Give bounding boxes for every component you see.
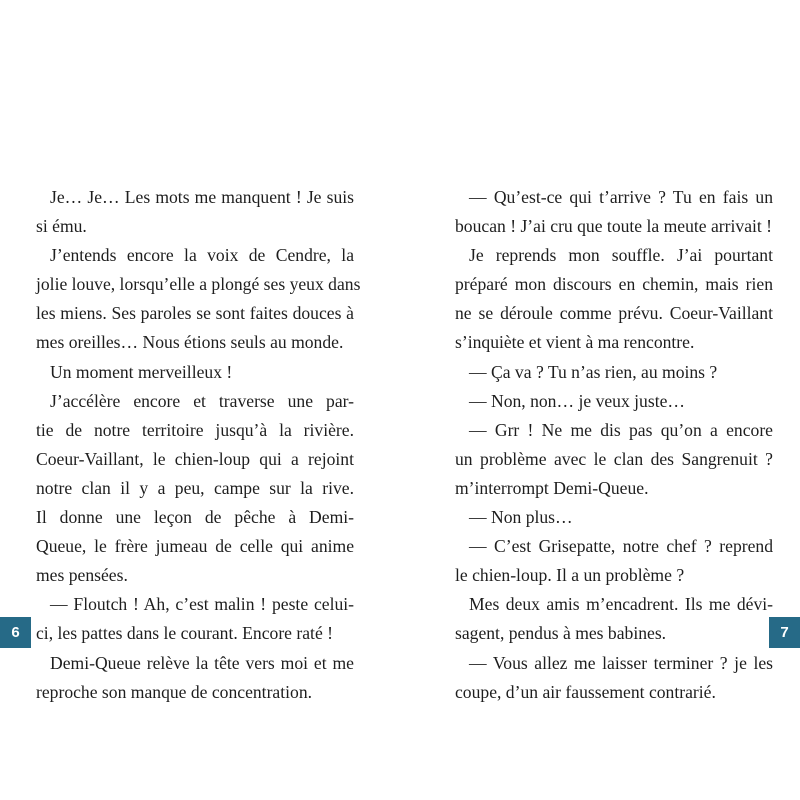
text-line: — C’est Grisepatte, notre chef ? reprend — [469, 536, 773, 557]
text-line: J’accélère encore et traverse une par- — [50, 390, 354, 411]
text-line: Il donne une leçon de pêche à Demi- — [36, 507, 354, 528]
text-line: Queue, le frère jumeau de celle qui anime — [36, 536, 354, 557]
page-number-right: 7 — [769, 617, 800, 648]
text-line: tie de notre territoire jusqu’à la rivière. — [36, 419, 354, 440]
text-line: mes oreilles… Nous étions seuls au monde. — [36, 332, 344, 353]
text-line: ne se déroule comme prévu. Coeur-Vaillant — [455, 303, 773, 324]
text-line: notre clan il y a peu, campe sur la rive. — [36, 477, 354, 498]
text-line: — Vous allez me laisser terminer ? je les — [469, 652, 773, 673]
text-line: coupe, d’un air faussement contrarié. — [455, 681, 716, 702]
right-page-text — [455, 183, 773, 707]
text-line: s’inquiète et vient à ma rencontre. — [455, 332, 695, 353]
text-line: — Non plus… — [469, 507, 573, 528]
text-line: Je reprends mon souffle. J’ai pourtant — [469, 245, 773, 266]
text-line: préparé mon discours en chemin, mais rien — [455, 274, 773, 295]
text-line: Mes deux amis m’encadrent. Ils me dévi- — [469, 594, 773, 615]
text-line: boucan ! J’ai cru que toute la meute arrivait ! — [455, 216, 773, 237]
right-page — [400, 0, 800, 800]
text-line: — Grr ! Ne me dis pas qu’on a encore — [469, 419, 773, 440]
page-number-left: 6 — [0, 617, 31, 648]
text-line: — Non, non… je veux juste… — [469, 390, 685, 411]
text-line: m’interrompt Demi-Queue. — [455, 477, 649, 498]
text-line: sagent, pendus à mes babines. — [455, 623, 667, 644]
text-line: Demi-Queue relève la tête vers moi et me — [50, 652, 354, 673]
text-line: — Qu’est-ce qui t’arrive ? Tu en fais un — [469, 187, 773, 207]
left-page-text — [36, 183, 361, 707]
text-line: reproche son manque de concentration. — [36, 681, 313, 702]
text-line: si ému. — [36, 216, 87, 237]
text-line: Un moment merveilleux ! — [50, 361, 233, 382]
text-line: J’entends encore la voix de Cendre, la — [50, 245, 354, 266]
text-line: les miens. Ses paroles se sont faites douces à — [36, 303, 354, 324]
text-line: — Floutch ! Ah, c’est malin ! peste celui- — [50, 594, 354, 615]
text-line: mes pensées. — [36, 565, 128, 586]
text-line: Je… Je… Les mots me manquent ! Je suis — [50, 187, 354, 207]
text-line: jolie louve, lorsqu’elle a plongé ses yeux dans — [36, 274, 361, 295]
text-line: — Ça va ? Tu n’as rien, au moins ? — [469, 361, 718, 382]
text-line: un problème avec le clan des Sangrenuit ? — [455, 448, 773, 469]
text-line: Coeur-Vaillant, le chien-loup qui a rejoint — [36, 448, 354, 469]
text-line: ci, les pattes dans le courant. Encore raté ! — [36, 623, 334, 644]
text-line: le chien-loup. Il a un problème ? — [455, 565, 685, 586]
